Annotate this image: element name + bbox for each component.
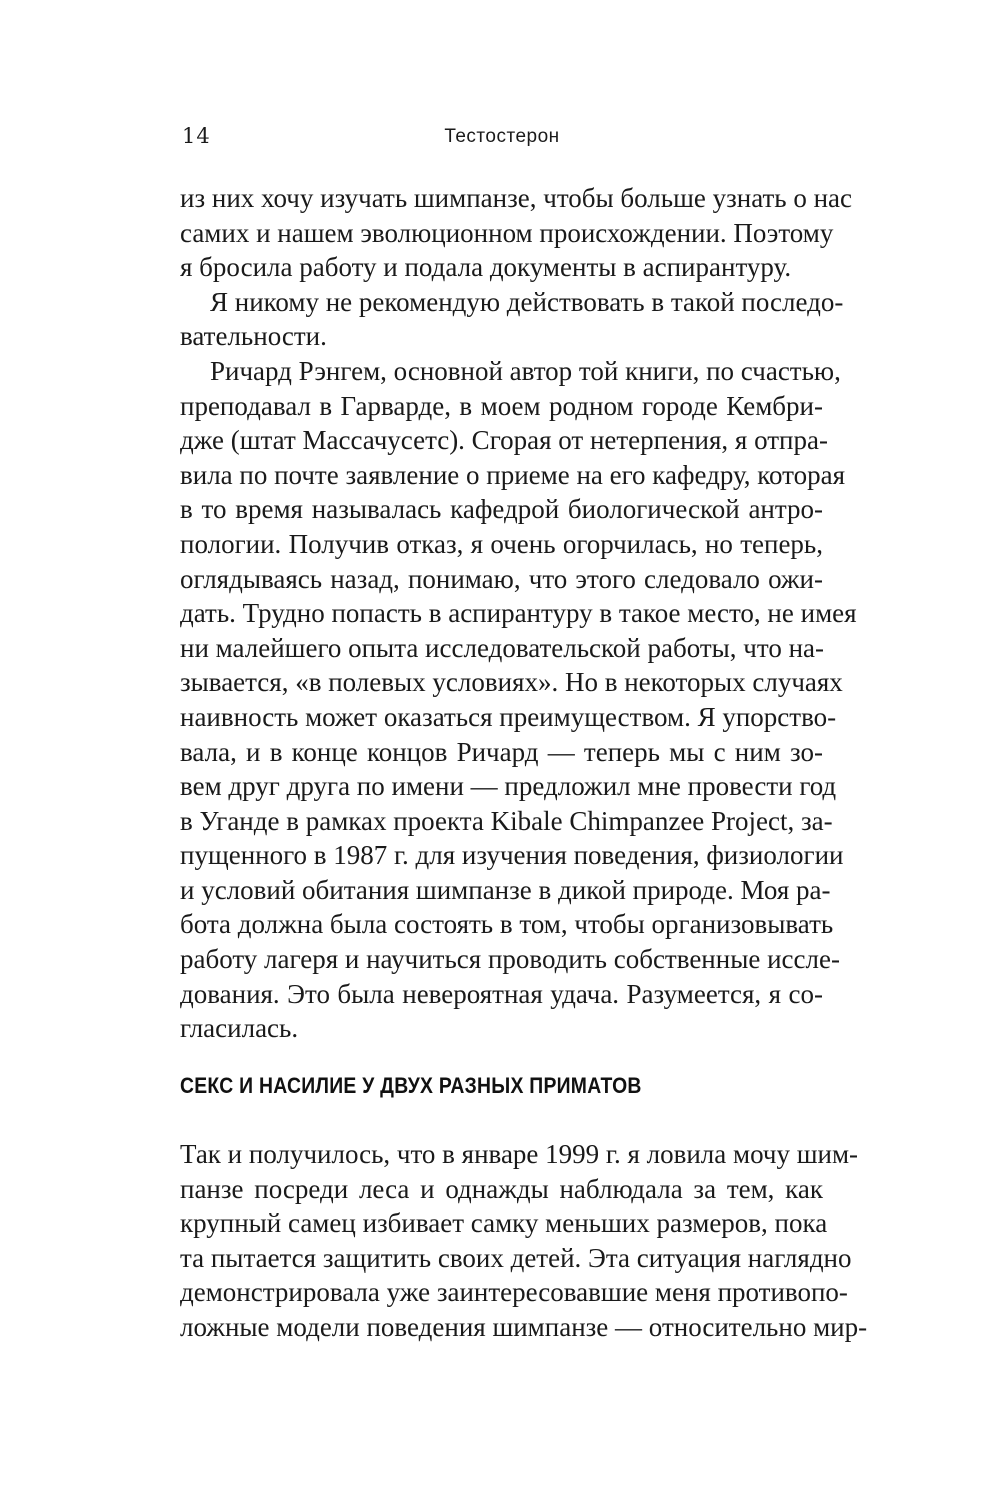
running-head (182, 124, 822, 160)
text-line: дования. Это была невероятная удача. Разумеется, я со- (180, 978, 823, 1009)
text-line: ни малейшего опыта исследовательской работы, что на- (180, 632, 824, 663)
text-line: преподавал в Гарварде, в моем родном городе Кембри- (180, 390, 823, 421)
text-line: пологии. Получив отказ, я очень огорчилась, но теперь, (180, 528, 823, 559)
text-line: дать. Трудно попасть в аспирантуру в такое место, не имея (180, 598, 857, 629)
text-line: Ричард Рэнгем, основной автор той книги, по счастью, (210, 355, 841, 386)
text-line: та пытается защитить своих детей. Эта ситуация наглядно (180, 1242, 852, 1273)
paragraph (180, 354, 857, 1046)
text-line: вила по почте заявление о приеме на его кафедру, которая (180, 459, 846, 490)
text-line: пущенного в 1987 г. для изучения поведения, физиологии (180, 840, 844, 871)
text-line: из них хочу изучать шимпанзе, чтобы больше узнать о нас (180, 183, 853, 213)
text-line: вательности. (180, 321, 327, 352)
text-line: оглядываясь назад, понимаю, что этого следовало ожи- (180, 563, 823, 594)
section-heading: СЕКС И НАСИЛИЕ У ДВУХ РАЗНЫХ ПРИМАТОВ (180, 1073, 642, 1098)
text-line: в Уганде в рамках проекта Kibale Chimpanzee Project, за- (180, 805, 833, 836)
text-line: дже (штат Массачусетс). Сгорая от нетерпения, я отпра- (180, 425, 828, 456)
text-line: демонстрировала уже заинтересовавшие меня противопо- (180, 1277, 848, 1308)
paragraph (180, 285, 844, 354)
page-number: 14 (182, 124, 211, 148)
body-text-after-heading (180, 1137, 868, 1345)
text-line: в то время называлась кафедрой биологической антро- (180, 494, 823, 525)
book-title: Тестостерон (444, 126, 560, 147)
body-text-before-heading (180, 181, 857, 1046)
text-line: зывается, «в полевых условиях». Но в некоторых случаях (180, 667, 843, 698)
text-line: ложные модели поведения шимпанзе — относительно мир- (180, 1311, 868, 1342)
text-line: вала, и в конце концов Ричард — теперь мы с ним зо- (180, 736, 823, 767)
text-line: и условий обитания шимпанзе в дикой природе. Моя ра- (180, 874, 831, 905)
text-line: наивность может оказаться преимуществом. Я упорство- (180, 701, 837, 732)
text-line: крупный самец избивает самку меньших размеров, пока (180, 1208, 828, 1239)
text-line: Так и получилось, что в январе 1999 г. я ловила мочу шим- (180, 1139, 859, 1169)
text-line: вем друг друга по имени — предложил мне провести год (180, 771, 837, 802)
paragraph (180, 1137, 868, 1345)
text-line: я бросила работу и подала документы в аспирантуру. (180, 252, 792, 283)
text-line: гласилась. (180, 1013, 299, 1044)
text-line: бота должна была состоять в том, чтобы организовывать (180, 909, 834, 940)
text-line: панзе посреди леса и однажды наблюдала за тем, как (180, 1173, 823, 1204)
text-line: Я никому не рекомендую действовать в такой последо- (210, 286, 844, 317)
paragraph (180, 181, 853, 285)
text-line: работу лагеря и научиться проводить собственные иссле- (180, 944, 840, 975)
text-line: самих и нашем эволюционном происхождении. Поэтому (180, 217, 834, 248)
